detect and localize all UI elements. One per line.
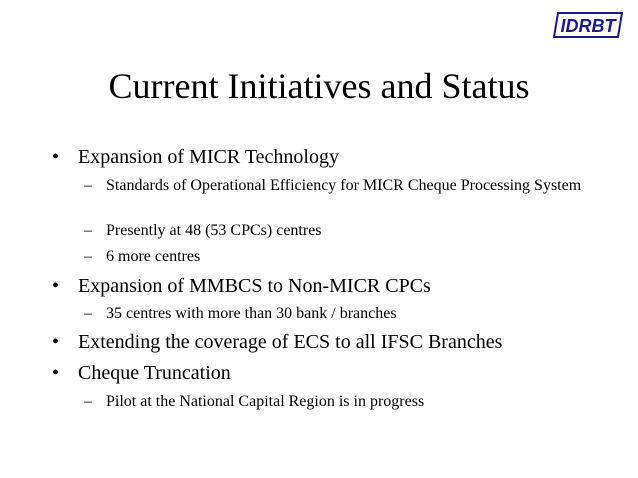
bullet-marker: • bbox=[52, 331, 60, 353]
bullet-item bbox=[52, 145, 339, 169]
sub-bullet-item bbox=[84, 221, 586, 241]
dash-marker: – bbox=[84, 222, 92, 239]
sub-bullet-item bbox=[84, 392, 586, 412]
bullet-text: Expansion of MICR Technology bbox=[78, 146, 339, 168]
bullet-marker: • bbox=[52, 362, 60, 384]
dash-marker: – bbox=[84, 177, 92, 194]
bullet-item bbox=[52, 361, 231, 385]
logo-text: IDRBT bbox=[560, 16, 616, 36]
sub-bullet-item bbox=[84, 176, 586, 196]
sub-bullet-item bbox=[84, 304, 586, 324]
sub-bullet-text: Pilot at the National Capital Region is in progress bbox=[106, 393, 425, 410]
slide-title: Current Initiatives and Status bbox=[108, 66, 530, 106]
dash-marker: – bbox=[84, 393, 92, 410]
sub-bullet-text: 6 more centres bbox=[106, 248, 201, 265]
bullet-item bbox=[52, 274, 431, 298]
bullet-text: Extending the coverage of ECS to all IFSC Branches bbox=[78, 331, 503, 353]
sub-bullet-text: Standards of Operational Efficiency for MICR Cheque Processing System bbox=[106, 177, 582, 194]
bullet-marker: • bbox=[52, 275, 60, 297]
bullet-text: Expansion of MMBCS to Non-MICR CPCs bbox=[78, 275, 431, 297]
sub-bullet-text: 35 centres with more than 30 bank / branches bbox=[106, 305, 397, 322]
dash-marker: – bbox=[84, 305, 92, 322]
bullet-marker: • bbox=[52, 146, 60, 168]
dash-marker: – bbox=[84, 248, 92, 265]
bullet-item bbox=[52, 330, 503, 354]
sub-bullet-item bbox=[84, 247, 586, 267]
bullet-text: Cheque Truncation bbox=[78, 362, 231, 384]
sub-bullet-text: Presently at 48 (53 CPCs) centres bbox=[106, 222, 322, 239]
